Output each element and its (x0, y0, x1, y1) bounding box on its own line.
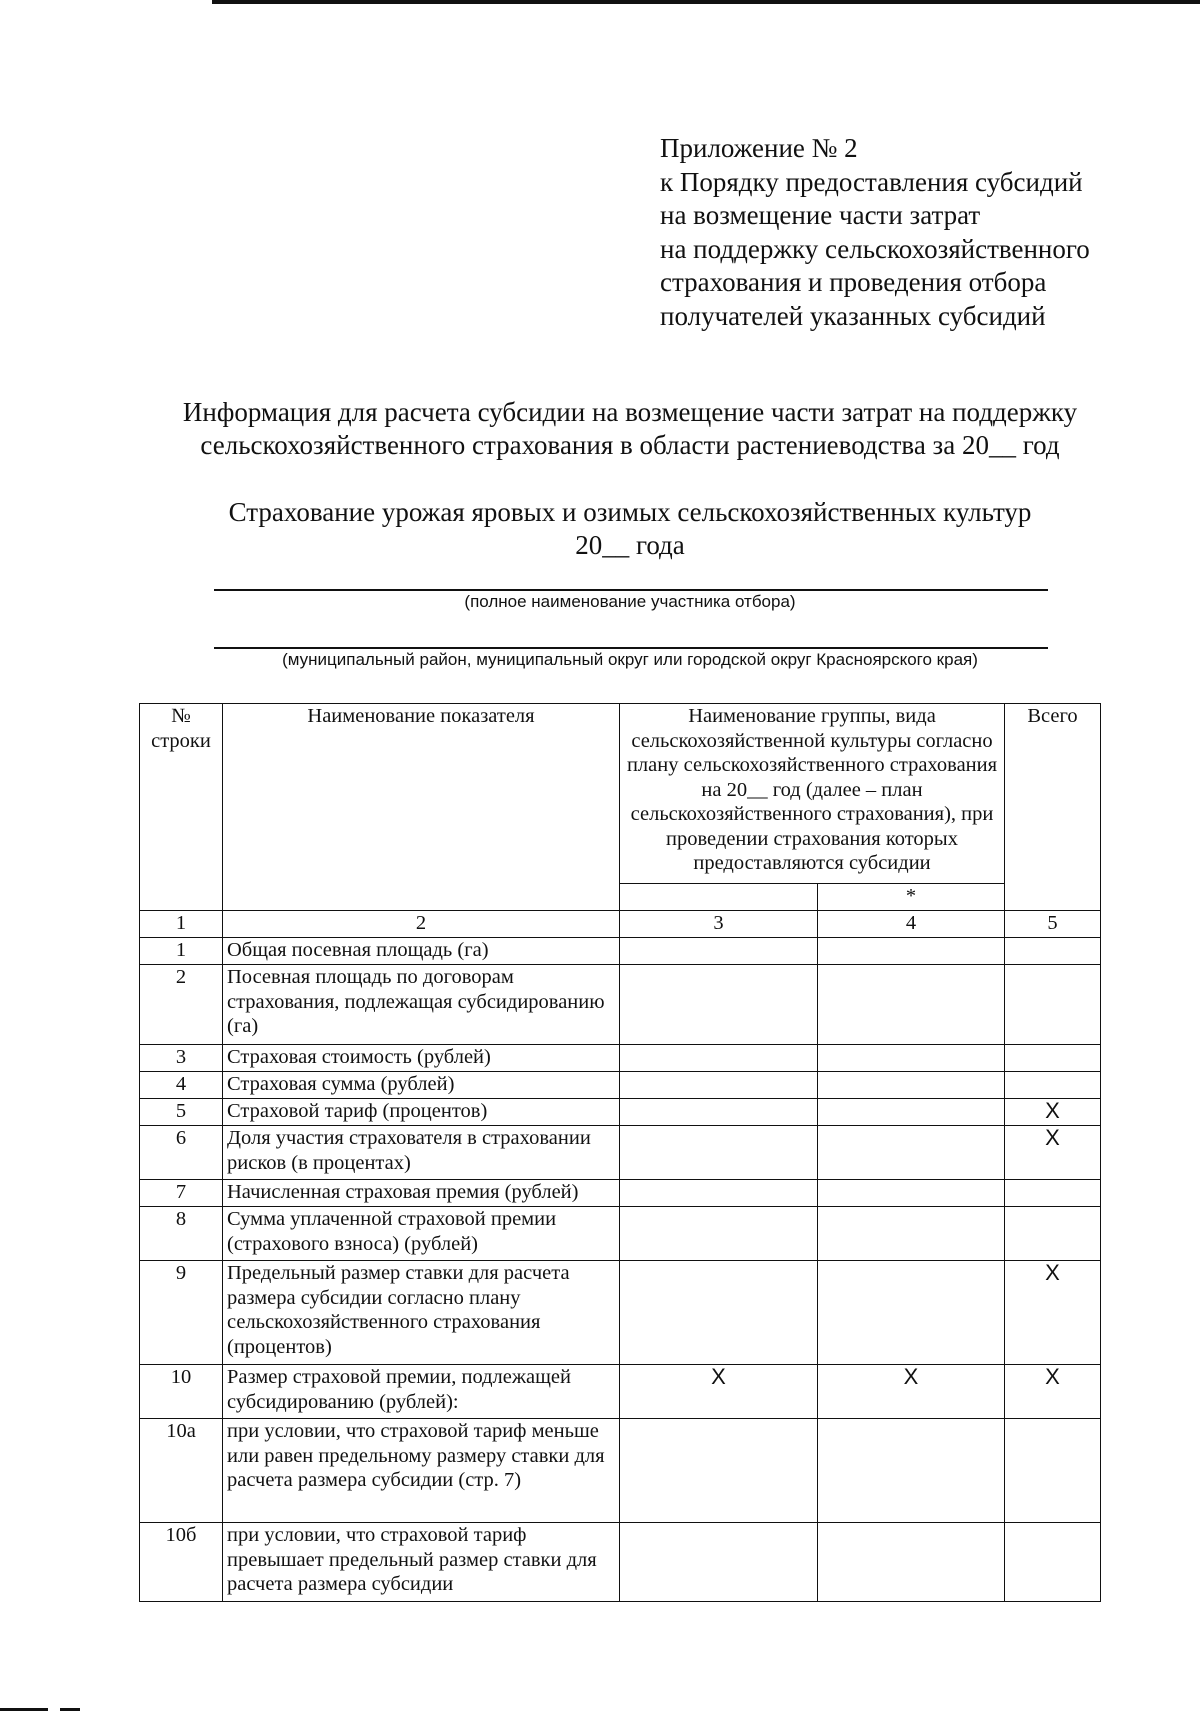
participant-name-caption: (полное наименование участника отбора) (464, 592, 796, 611)
cell-total[interactable]: X (1005, 1099, 1101, 1126)
row-indicator: Посевная площадь по договорам страхования, подлежащая субсидированию (га) (223, 965, 620, 1045)
cell-total[interactable] (1005, 1419, 1101, 1523)
cell-col-4[interactable] (818, 1099, 1005, 1126)
row-indicator: Размер страховой премии, подлежащей субсидированию (рублей): (223, 1365, 620, 1419)
row-number: 5 (140, 1099, 223, 1126)
row-indicator: Страховой тариф (процентов) (223, 1099, 620, 1126)
cell-total[interactable] (1005, 1180, 1101, 1207)
cell-total[interactable]: X (1005, 1126, 1101, 1180)
cell-col-3[interactable] (620, 1261, 818, 1365)
cell-col-4[interactable] (818, 965, 1005, 1045)
top-border-line (212, 0, 1200, 4)
cell-col-3[interactable] (620, 1207, 818, 1261)
cell-col-4[interactable] (818, 1207, 1005, 1261)
table-row (140, 1523, 1101, 1602)
document-subtitle-line2: 20__ года (575, 530, 685, 560)
column-number-row (140, 911, 1101, 938)
annex-line: на поддержку сельскохозяйственного (660, 233, 1090, 264)
table-row (140, 1045, 1101, 1072)
row-indicator: Сумма уплаченной страховой премии (страхового взноса) (рублей) (223, 1207, 620, 1261)
cell-col-3[interactable] (620, 965, 818, 1045)
row-number: 8 (140, 1207, 223, 1261)
table-row (140, 1099, 1101, 1126)
cell-total[interactable]: X (1005, 1261, 1101, 1365)
row-indicator: Страховая стоимость (рублей) (223, 1045, 620, 1072)
cell-col-3[interactable]: X (620, 1365, 818, 1419)
document-title (130, 396, 1130, 462)
row-number: 3 (140, 1045, 223, 1072)
table-row (140, 1180, 1101, 1207)
annex-line: Приложение № 2 (660, 133, 858, 163)
cell-col-3[interactable] (620, 1072, 818, 1099)
cell-col-4[interactable] (818, 938, 1005, 965)
row-number: 1 (140, 938, 223, 965)
row-number: 6 (140, 1126, 223, 1180)
cell-total[interactable] (1005, 1045, 1101, 1072)
cell-col-3[interactable] (620, 938, 818, 965)
table-row (140, 1072, 1101, 1099)
row-indicator: Страховая сумма (рублей) (223, 1072, 620, 1099)
row-indicator: Предельный размер ставки для расчета размера субсидии согласно плану сельскохозяйственного страхования (процентов) (223, 1261, 620, 1365)
annex-line: на возмещение части затрат (660, 200, 981, 230)
row-number: 10а (140, 1419, 223, 1523)
scan-edge-mark (0, 1708, 48, 1711)
document-subtitle-line1: Страхование урожая яровых и озимых сельскохозяйственных культур (228, 497, 1032, 527)
row-indicator: Доля участия страхователя в страховании рисков (в процентах) (223, 1126, 620, 1180)
table-row (140, 1261, 1101, 1365)
row-number: 10 (140, 1365, 223, 1419)
annex-line: получателей указанных субсидий (660, 300, 1046, 331)
subheader-col-4[interactable]: * (818, 884, 1005, 911)
row-indicator: при условии, что страховой тариф меньше или равен предельному размеру ставки для расчета размера субсидии (стр. 7) (223, 1419, 620, 1523)
table-row (140, 965, 1101, 1045)
cell-col-3[interactable] (620, 1126, 818, 1180)
table-row (140, 1365, 1101, 1419)
header-total: Всего (1005, 704, 1101, 911)
row-number: 4 (140, 1072, 223, 1099)
cell-col-3[interactable] (620, 1099, 818, 1126)
annex-block (660, 132, 1090, 333)
cell-total[interactable] (1005, 938, 1101, 965)
district-caption: (муниципальный район, муниципальный округ или городской округ Красноярского края) (282, 650, 978, 669)
row-number: 10б (140, 1523, 223, 1602)
document-subtitle (150, 496, 1110, 562)
cell-total[interactable] (1005, 965, 1101, 1045)
district-field[interactable] (214, 647, 1048, 649)
column-number: 1 (140, 911, 223, 938)
header-row-number: № строки (140, 704, 223, 911)
row-number: 7 (140, 1180, 223, 1207)
table-row (140, 1419, 1101, 1523)
column-number: 5 (1005, 911, 1101, 938)
document-title-line2: сельскохозяйственного страхования в области растениеводства за 20__ год (200, 430, 1060, 460)
row-number: 2 (140, 965, 223, 1045)
row-indicator: Начисленная страховая премия (рублей) (223, 1180, 620, 1207)
cell-total[interactable] (1005, 1072, 1101, 1099)
cell-col-3[interactable] (620, 1180, 818, 1207)
table-header-row (140, 704, 1101, 884)
cell-col-4[interactable] (818, 1523, 1005, 1602)
header-indicator-name: Наименование показателя (223, 704, 620, 911)
annex-line: к Порядку предоставления субсидий (660, 166, 1083, 197)
cell-col-3[interactable] (620, 1523, 818, 1602)
annex-line: страхования и проведения отбора (660, 267, 1047, 297)
cell-col-3[interactable] (620, 1045, 818, 1072)
cell-col-4[interactable] (818, 1045, 1005, 1072)
row-indicator: при условии, что страховой тариф превышает предельный размер ставки для расчета размера субсидии (223, 1523, 620, 1602)
subheader-col-3[interactable] (620, 884, 818, 911)
cell-col-4[interactable] (818, 1180, 1005, 1207)
cell-total[interactable] (1005, 1523, 1101, 1602)
cell-col-4[interactable] (818, 1126, 1005, 1180)
data-table (139, 703, 1101, 1602)
participant-name-field[interactable] (214, 589, 1048, 591)
table-row (140, 1207, 1101, 1261)
table-row (140, 1126, 1101, 1180)
table-row (140, 938, 1101, 965)
header-crop-group: Наименование группы, вида сельскохозяйственной культуры согласно плану сельскохозяйственного страхования на 20__ год (далее – план сельскохозяйственного страхования), при проведении страхования которых предоставляются субсидии (620, 704, 1005, 884)
cell-col-3[interactable] (620, 1419, 818, 1523)
column-number: 3 (620, 911, 818, 938)
cell-col-4[interactable] (818, 1419, 1005, 1523)
cell-total[interactable]: X (1005, 1365, 1101, 1419)
column-number: 4 (818, 911, 1005, 938)
column-number: 2 (223, 911, 620, 938)
row-number: 9 (140, 1261, 223, 1365)
document-title-line1: Информация для расчета субсидии на возмещение части затрат на поддержку (182, 397, 1078, 427)
cell-col-4[interactable] (818, 1261, 1005, 1365)
row-indicator: Общая посевная площадь (га) (223, 938, 620, 965)
cell-col-4[interactable]: X (818, 1365, 1005, 1419)
scan-edge-mark (60, 1708, 80, 1711)
cell-total[interactable] (1005, 1207, 1101, 1261)
cell-col-4[interactable] (818, 1072, 1005, 1099)
